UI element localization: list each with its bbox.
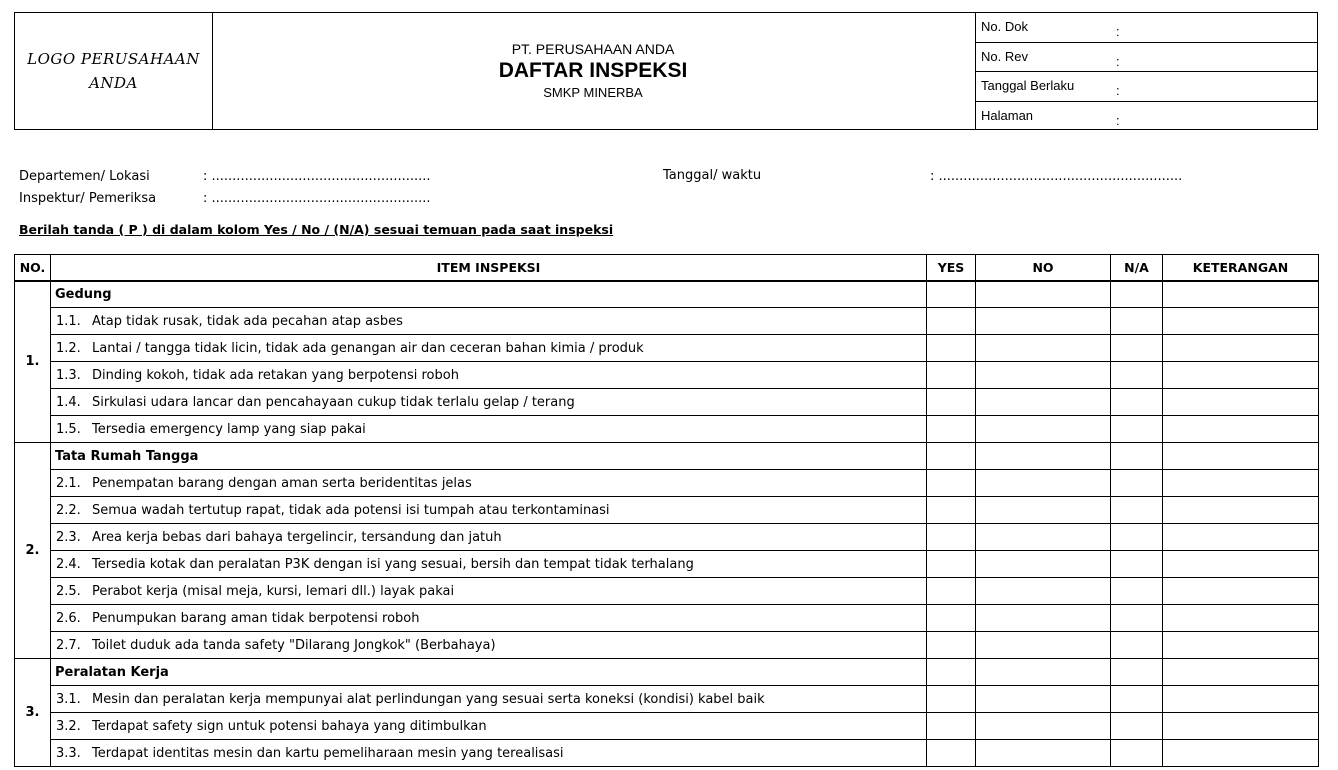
table-row bbox=[15, 335, 1319, 362]
yes-cell[interactable] bbox=[927, 281, 976, 308]
no-cell[interactable] bbox=[976, 335, 1111, 362]
item-text: Area kerja bebas dari bahaya tergelincir, tersandung dan jatuh bbox=[92, 529, 502, 545]
item-text: Toilet duduk ada tanda safety "Dilarang Jongkok" (Berbahaya) bbox=[92, 637, 496, 653]
yes-cell[interactable] bbox=[927, 362, 976, 389]
inspector-field[interactable]: : ..................................................... bbox=[203, 191, 431, 206]
category-title: Gedung bbox=[51, 281, 927, 308]
keterangan-cell[interactable] bbox=[1163, 470, 1319, 497]
keterangan-cell[interactable] bbox=[1163, 740, 1319, 767]
meta-row-no-dok bbox=[976, 13, 1317, 43]
keterangan-cell[interactable] bbox=[1163, 416, 1319, 443]
table-row bbox=[15, 389, 1319, 416]
category-title: Peralatan Kerja bbox=[51, 659, 927, 686]
meta-row-tanggal-berlaku bbox=[976, 72, 1317, 102]
category-number: 3. bbox=[15, 659, 51, 767]
dept-field[interactable]: : ..................................................... bbox=[203, 169, 431, 184]
item-number: 3.3. bbox=[56, 745, 81, 761]
na-cell[interactable] bbox=[1111, 443, 1163, 470]
document-meta bbox=[975, 13, 1317, 129]
table-row bbox=[15, 740, 1319, 767]
na-cell[interactable] bbox=[1111, 578, 1163, 605]
col-header-yes: YES bbox=[927, 255, 976, 281]
no-cell[interactable] bbox=[976, 740, 1111, 767]
item-text: Penumpukan barang aman tidak berpotensi roboh bbox=[92, 610, 420, 626]
item-cell bbox=[51, 389, 927, 416]
keterangan-cell[interactable] bbox=[1163, 524, 1319, 551]
date-field[interactable]: : ........................................................... bbox=[930, 169, 1183, 184]
col-header-no-answer: NO bbox=[976, 255, 1111, 281]
item-number: 3.1. bbox=[56, 691, 81, 707]
item-text: Atap tidak rusak, tidak ada pecahan atap asbes bbox=[92, 313, 403, 329]
item-number: 1.4. bbox=[56, 394, 81, 410]
document-header bbox=[14, 12, 1318, 130]
item-text: Dinding kokoh, tidak ada retakan yang berpotensi roboh bbox=[92, 367, 459, 383]
item-text: Semua wadah tertutup rapat, tidak ada potensi isi tumpah atau terkontaminasi bbox=[92, 502, 610, 518]
yes-cell[interactable] bbox=[927, 443, 976, 470]
no-cell[interactable] bbox=[976, 659, 1111, 686]
no-cell[interactable] bbox=[976, 605, 1111, 632]
yes-cell[interactable] bbox=[927, 416, 976, 443]
item-cell bbox=[51, 524, 927, 551]
table-row bbox=[15, 524, 1319, 551]
keterangan-cell[interactable] bbox=[1163, 497, 1319, 524]
item-cell bbox=[51, 632, 927, 659]
item-cell bbox=[51, 497, 927, 524]
logo-text: LOGO PERUSAHAAN ANDA bbox=[27, 50, 200, 92]
item-text: Sirkulasi udara lancar dan pencahayaan cukup tidak terlalu gelap / terang bbox=[92, 394, 575, 410]
item-cell bbox=[51, 713, 927, 740]
item-number: 2.3. bbox=[56, 529, 81, 545]
item-text: Tersedia kotak dan peralatan P3K dengan isi yang sesuai, bersih dan tempat tidak terhalang bbox=[92, 556, 694, 572]
meta-row-halaman bbox=[976, 102, 1317, 132]
col-header-keterangan: KETERANGAN bbox=[1163, 255, 1319, 281]
no-cell[interactable] bbox=[976, 524, 1111, 551]
item-cell bbox=[51, 578, 927, 605]
keterangan-cell[interactable] bbox=[1163, 443, 1319, 470]
keterangan-cell[interactable] bbox=[1163, 632, 1319, 659]
item-text: Perabot kerja (misal meja, kursi, lemari dll.) layak pakai bbox=[92, 583, 455, 599]
item-cell bbox=[51, 470, 927, 497]
table-header-row bbox=[15, 255, 1319, 281]
keterangan-cell[interactable] bbox=[1163, 659, 1319, 686]
na-cell[interactable] bbox=[1111, 551, 1163, 578]
company-logo bbox=[15, 13, 213, 129]
col-header-na: N/A bbox=[1111, 255, 1163, 281]
yes-cell[interactable] bbox=[927, 632, 976, 659]
meta-separator: : bbox=[1116, 24, 1120, 39]
meta-label: Halaman bbox=[981, 107, 1034, 123]
no-cell[interactable] bbox=[976, 551, 1111, 578]
table-row bbox=[15, 632, 1319, 659]
item-number: 2.6. bbox=[56, 610, 81, 626]
table-row bbox=[15, 605, 1319, 632]
category-row bbox=[15, 443, 1319, 470]
na-cell[interactable] bbox=[1111, 713, 1163, 740]
na-cell[interactable] bbox=[1111, 497, 1163, 524]
yes-cell[interactable] bbox=[927, 308, 976, 335]
yes-cell[interactable] bbox=[927, 686, 976, 713]
no-cell[interactable] bbox=[976, 308, 1111, 335]
item-number: 2.5. bbox=[56, 583, 81, 599]
category-row bbox=[15, 281, 1319, 308]
na-cell[interactable] bbox=[1111, 524, 1163, 551]
item-cell bbox=[51, 308, 927, 335]
table-row bbox=[15, 470, 1319, 497]
no-cell[interactable] bbox=[976, 389, 1111, 416]
item-number: 1.3. bbox=[56, 367, 81, 383]
date-label: Tanggal/ waktu bbox=[663, 168, 762, 183]
item-number: 1.2. bbox=[56, 340, 81, 356]
no-cell[interactable] bbox=[976, 362, 1111, 389]
inspector-label: Inspektur/ Pemeriksa bbox=[19, 191, 157, 206]
item-text: Tersedia emergency lamp yang siap pakai bbox=[92, 421, 366, 437]
item-cell bbox=[51, 362, 927, 389]
na-cell[interactable] bbox=[1111, 659, 1163, 686]
no-cell[interactable] bbox=[976, 281, 1111, 308]
no-cell[interactable] bbox=[976, 470, 1111, 497]
keterangan-cell[interactable] bbox=[1163, 578, 1319, 605]
no-cell[interactable] bbox=[976, 713, 1111, 740]
keterangan-cell[interactable] bbox=[1163, 551, 1319, 578]
yes-cell[interactable] bbox=[927, 524, 976, 551]
yes-cell[interactable] bbox=[927, 578, 976, 605]
no-cell[interactable] bbox=[976, 497, 1111, 524]
keterangan-cell[interactable] bbox=[1163, 362, 1319, 389]
item-number: 2.2. bbox=[56, 502, 81, 518]
item-number: 2.1. bbox=[56, 475, 81, 491]
na-cell[interactable] bbox=[1111, 632, 1163, 659]
document-subtitle: SMKP MINERBA bbox=[543, 85, 643, 100]
keterangan-cell[interactable] bbox=[1163, 686, 1319, 713]
col-header-no: NO. bbox=[15, 255, 51, 281]
no-cell[interactable] bbox=[976, 443, 1111, 470]
title-block bbox=[213, 13, 973, 129]
col-header-item: ITEM INSPEKSI bbox=[51, 255, 927, 281]
no-cell[interactable] bbox=[976, 578, 1111, 605]
no-cell[interactable] bbox=[976, 632, 1111, 659]
meta-separator: : bbox=[1116, 53, 1120, 69]
table-row bbox=[15, 551, 1319, 578]
category-row bbox=[15, 659, 1319, 686]
keterangan-cell[interactable] bbox=[1163, 389, 1319, 416]
na-cell[interactable] bbox=[1111, 416, 1163, 443]
na-cell[interactable] bbox=[1111, 335, 1163, 362]
yes-cell[interactable] bbox=[927, 335, 976, 362]
table-row bbox=[15, 308, 1319, 335]
category-number: 1. bbox=[15, 281, 51, 443]
dept-label: Departemen/ Lokasi bbox=[19, 169, 150, 184]
table-row bbox=[15, 686, 1319, 713]
item-cell bbox=[51, 335, 927, 362]
meta-label: Tanggal Berlaku bbox=[981, 78, 1075, 93]
item-cell bbox=[51, 686, 927, 713]
meta-row-no-rev bbox=[976, 43, 1317, 73]
keterangan-cell[interactable] bbox=[1163, 281, 1319, 308]
item-cell bbox=[51, 416, 927, 443]
yes-cell[interactable] bbox=[927, 713, 976, 740]
keterangan-cell[interactable] bbox=[1163, 605, 1319, 632]
yes-cell[interactable] bbox=[927, 497, 976, 524]
no-cell[interactable] bbox=[976, 416, 1111, 443]
yes-cell[interactable] bbox=[927, 389, 976, 416]
keterangan-cell[interactable] bbox=[1163, 308, 1319, 335]
table-row bbox=[15, 578, 1319, 605]
item-number: 2.7. bbox=[56, 637, 81, 653]
item-number: 3.2. bbox=[56, 718, 81, 734]
yes-cell[interactable] bbox=[927, 470, 976, 497]
na-cell[interactable] bbox=[1111, 362, 1163, 389]
table-row bbox=[15, 497, 1319, 524]
na-cell[interactable] bbox=[1111, 740, 1163, 767]
meta-label: No. Rev bbox=[981, 48, 1028, 64]
meta-label: No. Dok bbox=[981, 19, 1028, 34]
keterangan-cell[interactable] bbox=[1163, 713, 1319, 740]
item-cell bbox=[51, 740, 927, 767]
item-text: Lantai / tangga tidak licin, tidak ada genangan air dan ceceran bahan kimia / produk bbox=[92, 340, 644, 356]
na-cell[interactable] bbox=[1111, 281, 1163, 308]
category-number: 2. bbox=[15, 443, 51, 659]
item-text: Mesin dan peralatan kerja mempunyai alat perlindungan yang sesuai serta koneksi (kondisi) kabel baik bbox=[92, 691, 765, 707]
na-cell[interactable] bbox=[1111, 470, 1163, 497]
yes-cell[interactable] bbox=[927, 605, 976, 632]
table-row bbox=[15, 362, 1319, 389]
yes-cell[interactable] bbox=[927, 740, 976, 767]
na-cell[interactable] bbox=[1111, 605, 1163, 632]
instruction-text: Berilah tanda ( P ) di dalam kolom Yes / No / (N/A) sesuai temuan pada saat inspeksi bbox=[19, 222, 614, 237]
document-title: DAFTAR INSPEKSI bbox=[498, 59, 688, 82]
yes-cell[interactable] bbox=[927, 659, 976, 686]
item-number: 1.1. bbox=[56, 313, 81, 329]
item-text: Terdapat safety sign untuk potensi bahaya yang ditimbulkan bbox=[92, 718, 487, 734]
item-cell bbox=[51, 551, 927, 578]
item-number: 1.5. bbox=[56, 421, 81, 437]
category-title: Tata Rumah Tangga bbox=[51, 443, 927, 470]
item-text: Terdapat identitas mesin dan kartu pemeliharaan mesin yang terealisasi bbox=[92, 745, 564, 761]
no-cell[interactable] bbox=[976, 686, 1111, 713]
yes-cell[interactable] bbox=[927, 551, 976, 578]
keterangan-cell[interactable] bbox=[1163, 335, 1319, 362]
na-cell[interactable] bbox=[1111, 686, 1163, 713]
item-number: 2.4. bbox=[56, 556, 81, 572]
meta-separator: : bbox=[1116, 83, 1120, 98]
table-row bbox=[15, 416, 1319, 443]
meta-separator: : bbox=[1116, 112, 1120, 128]
item-cell bbox=[51, 605, 927, 632]
na-cell[interactable] bbox=[1111, 308, 1163, 335]
item-text: Penempatan barang dengan aman serta beridentitas jelas bbox=[92, 475, 472, 491]
table-row bbox=[15, 713, 1319, 740]
inspection-table bbox=[14, 254, 1319, 767]
company-name: PT. PERUSAHAAN ANDA bbox=[511, 41, 675, 57]
na-cell[interactable] bbox=[1111, 389, 1163, 416]
